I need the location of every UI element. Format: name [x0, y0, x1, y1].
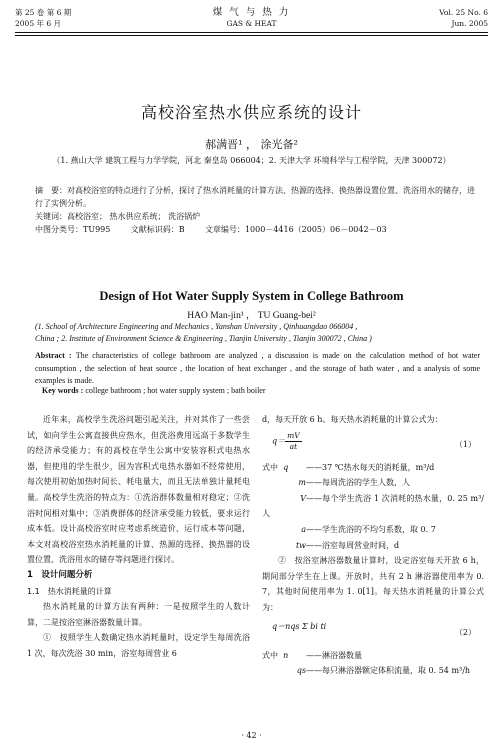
def-m: [262, 475, 484, 491]
variable-definitions-2: [262, 648, 484, 679]
def-n-symbol: n: [283, 650, 289, 660]
def-n: [262, 648, 484, 664]
paper-title-en: Design of Hot Water Supply System in College Bathroom: [99, 289, 404, 303]
date-cn: 2005 年 6 月: [15, 19, 62, 28]
def-n-text: ——淋浴器数量: [306, 650, 362, 660]
journal-name-cn: 煤 气 与 热 力: [212, 7, 291, 18]
def-tw-symbol: tw: [295, 540, 306, 550]
affiliation-cn: （1. 燕山大学 建筑工程与力学学院，河北 秦皇岛 066004；2. 天津大学 环境科学与工程学院，天津 300072）: [52, 156, 451, 165]
where-label: 式中: [262, 462, 278, 472]
def-a: [262, 522, 484, 538]
equation-1-denominator: at: [289, 441, 298, 451]
classification-line: [35, 223, 475, 236]
def-qs-symbol: qs: [296, 666, 306, 676]
keywords-cn-label: 关键词：: [35, 212, 67, 221]
page-number: · 42 ·: [241, 731, 262, 740]
def-q: [262, 460, 484, 476]
def-a-symbol: a: [301, 524, 306, 534]
header-rule-thin: [15, 35, 488, 36]
def-m-symbol: m: [298, 478, 306, 488]
abstract-en-label: Abstract :: [35, 351, 72, 360]
body-column-right: [262, 412, 484, 679]
equation-1-fraction: [285, 431, 302, 452]
keywords-en-label: Key words :: [42, 386, 84, 395]
equation-1-lhs: q＝: [272, 436, 286, 446]
header-center: [15, 7, 488, 29]
abstract-cn-text: 对高校浴室的特点进行了分析，探讨了热水消耗量的计算方法、热源的选择、换热器设置位置、洗浴用水的储存，进行了实例分析。: [35, 186, 475, 208]
keywords-en: [42, 386, 482, 395]
section-heading-1: 1 设计问题分析: [27, 569, 93, 580]
article-no-label: 文章编号：: [204, 225, 245, 234]
equation-2-expression: q＝nqs Σ bi ti: [272, 621, 327, 631]
equation-1-numerator: mV: [287, 430, 300, 440]
article-no-value: 1000－4416（2005）06－0042－03: [244, 225, 387, 234]
def-v: [262, 491, 484, 522]
keywords-cn-text: 高校浴室； 热水供应系统； 洗浴锅炉: [67, 212, 201, 221]
abstract-en-text: The characteristics of college bathroom are analyzed , a discussion is made on the calculation method of hot water consumption , the selection of heat source , the location of heat exchanger , and the storage of bath water , and a analysis of some examples is made.: [35, 351, 481, 385]
where-label-2: 式中: [262, 650, 278, 660]
keywords-en-text: college bathroom ; hot water supply system ; bath boiler: [85, 386, 266, 395]
def-tw-text: ——浴室每周营业时间，d: [306, 540, 400, 550]
subsection-heading-1-1: 1.1 热水消耗量的计算: [27, 586, 112, 596]
header-rule: [15, 32, 488, 33]
volume-en: Vol. 25 No. 6: [439, 8, 488, 17]
intro-paragraph: 近年来，高校学生洗浴问题引起关注，并对其作了一些尝试，如向学生公寓直接供应热水，但洗浴费用远高于多数学生的经济承受能力；有的高校在学生公寓中安装容积式电热水器，但使用的学生很少，因为容积式电热水器如不经常使用，每次使用初始加热时间长、耗电量大，而且无法单独计量耗电量。高校学生洗浴的特点为：①洗浴群体数量相对稳定；②洗浴时间相对集中；③消费群体的经济承受能力较低，要求运行成本低。设计高校浴室时应考虑系统造价、运行成本等问题，本文对高校浴室热水消耗量的计算、热源的选择、换热器的设置位置、洗浴用水的储存等问题进行探讨。: [27, 415, 250, 565]
equation-2-tag: （2）: [454, 627, 476, 637]
body-column-left: [27, 412, 250, 662]
abstract-cn: [35, 184, 475, 210]
equation-1-tag: （1）: [454, 439, 476, 449]
authors-cn: 郝满晋¹ ， 涂光备²: [205, 138, 298, 151]
def-qs-text: ——每只淋浴器额定体积流量，取 0. 54 m³/h: [306, 666, 471, 676]
def-q-symbol: q: [283, 462, 289, 472]
keywords-cn: [35, 210, 475, 223]
def-m-text: ——每周洗浴的学生人数，人: [306, 478, 410, 488]
doc-code-label: 文献标识码：: [130, 225, 179, 234]
doc-code-value: B: [178, 225, 185, 234]
date-en: Jun. 2005: [451, 19, 488, 28]
def-q-text: ——37 ℃热水每天的消耗量，m³/d: [306, 462, 435, 472]
clc-value: TU995: [83, 225, 111, 234]
paragraph-method-2: ② 按浴室淋浴器数量计算时，设定浴室每天开放 6 h，期间部分学生在上课。开放时，共有 2 h 淋浴器使用率为 0. 7，其他时间使用率为 1. 0[1]。每天热水消耗量的计算公式为：: [262, 556, 484, 612]
authors-en: HAO Man-jin¹ ， TU Guang-bei²: [187, 311, 316, 321]
def-tw: [262, 538, 484, 554]
abstract-en: [35, 350, 480, 388]
def-v-symbol: V: [300, 493, 306, 503]
abstract-cn-label: 摘 要：: [35, 186, 67, 195]
affiliation-en-line1: (1. School of Architecture Engineering and Mechanics , Yanshan University , Qinhuangdao 066004 ,: [35, 322, 358, 331]
def-v-text: ——每个学生洗浴 1 次消耗的热水量，0. 25 m³/人: [262, 493, 484, 519]
equation-1-expression: [272, 431, 302, 452]
paper-title-cn: 高校浴室热水供应系统的设计: [140, 103, 362, 122]
paragraph-method-1: ① 按照学生人数确定热水消耗量时，设定学生每周洗浴 1 次，每次洗浴 30 min，浴室每周营业 6: [27, 633, 250, 658]
paragraph-continued: d，每天开放 6 h。每天热水消耗量的计算公式为：: [262, 415, 443, 424]
affiliation-en-line2: China ; 2. Institute of Environment Science & Engineering , Tianjin University , Tianjin 300072 , China ): [35, 334, 372, 343]
volume-cn: 第 25 卷 第 6 期: [15, 8, 72, 17]
equation-2: [262, 616, 484, 648]
running-header: [15, 7, 488, 37]
def-qs: [262, 663, 484, 679]
paragraph-methods: 热水消耗量的计算方法有两种：一是按照学生的人数计算，二是按浴室淋浴器数量计算。: [27, 602, 250, 627]
variable-definitions-1: [262, 460, 484, 554]
journal-name-en: GAS & HEAT: [226, 19, 277, 28]
def-a-text: ——学生洗浴的不均匀系数，取 0. 7: [306, 524, 436, 534]
header-right: [439, 7, 488, 29]
equation-1: [262, 428, 484, 460]
affiliation-en: [35, 321, 480, 345]
clc-label: 中图分类号：: [35, 225, 83, 234]
